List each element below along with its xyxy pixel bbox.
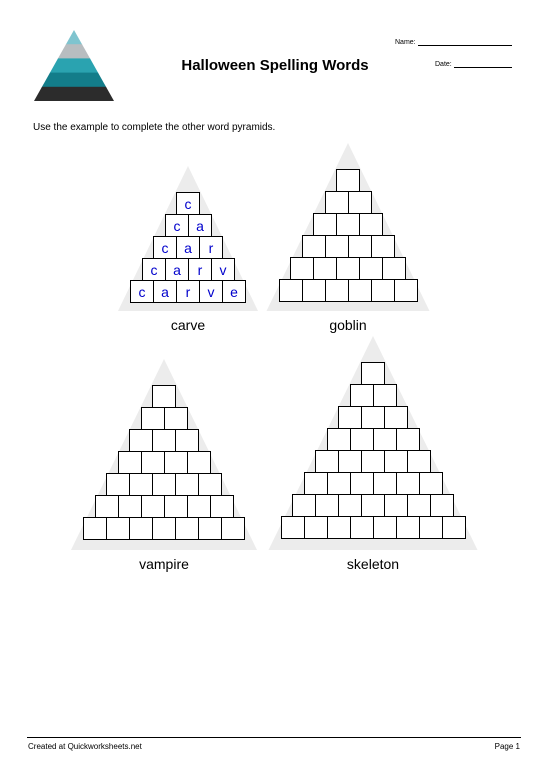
letter-box[interactable]	[279, 279, 303, 302]
letter-box[interactable]	[129, 429, 153, 452]
letter-box[interactable]	[118, 495, 142, 518]
letter-box[interactable]	[348, 279, 372, 302]
name-label: Name:	[395, 39, 416, 46]
letter-box[interactable]	[198, 517, 222, 540]
instructions-text: Use the example to complete the other word pyramids.	[33, 122, 276, 133]
letter-box[interactable]	[419, 472, 443, 495]
letter-box[interactable]	[327, 516, 351, 539]
letter-box[interactable]	[338, 450, 362, 473]
letter-box[interactable]: e	[222, 280, 246, 303]
pyramid-row	[290, 257, 406, 280]
letter-box[interactable]	[394, 279, 418, 302]
letter-box[interactable]	[361, 362, 385, 385]
footer-divider	[27, 737, 521, 738]
letter-box[interactable]: a	[165, 258, 189, 281]
letter-box[interactable]	[281, 516, 305, 539]
pyramid-shadow	[0, 0, 1, 1]
letter-box[interactable]	[164, 407, 188, 430]
logo-band	[34, 44, 114, 59]
page-number: Page 1	[494, 742, 520, 751]
pyramid-row	[336, 169, 360, 192]
pyramid-row	[141, 407, 188, 430]
logo-band	[34, 73, 114, 88]
pyramid-word-label: vampire	[139, 556, 189, 572]
letter-box[interactable]	[325, 235, 349, 258]
letter-box[interactable]: c	[165, 214, 189, 237]
pyramid-row	[279, 279, 418, 302]
pyramid-word-label: goblin	[329, 317, 367, 333]
letter-box[interactable]	[371, 235, 395, 258]
letter-box[interactable]	[325, 191, 349, 214]
letter-box[interactable]	[336, 213, 360, 236]
pyramid-row	[325, 191, 372, 214]
letter-box[interactable]	[106, 473, 130, 496]
pyramid-row	[83, 517, 245, 540]
pyramid-row	[118, 451, 211, 474]
letter-box[interactable]: r	[188, 258, 212, 281]
letter-box[interactable]	[371, 279, 395, 302]
letter-box[interactable]	[350, 428, 374, 451]
letter-box[interactable]	[315, 494, 339, 517]
letter-box[interactable]	[336, 169, 360, 192]
letter-box[interactable]	[175, 517, 199, 540]
pyramid-row	[315, 450, 431, 473]
letter-box[interactable]	[407, 494, 431, 517]
letter-box[interactable]	[315, 450, 339, 473]
pyramid-row	[302, 235, 395, 258]
letter-box[interactable]	[442, 516, 466, 539]
letter-box[interactable]: r	[199, 236, 223, 259]
letter-box[interactable]	[325, 279, 349, 302]
letter-box[interactable]: v	[199, 280, 223, 303]
letter-box[interactable]	[359, 213, 383, 236]
date-field[interactable]	[435, 60, 512, 68]
letter-box[interactable]	[361, 406, 385, 429]
letter-box[interactable]	[292, 494, 316, 517]
pyramid-row	[338, 406, 408, 429]
letter-box[interactable]	[348, 191, 372, 214]
name-line[interactable]	[418, 38, 512, 46]
date-line[interactable]	[454, 60, 512, 68]
pyramid-row	[106, 473, 222, 496]
logo-band	[34, 58, 114, 73]
letter-box[interactable]	[164, 451, 188, 474]
letter-box[interactable]	[83, 517, 107, 540]
letter-box[interactable]	[152, 385, 176, 408]
letter-box[interactable]: c	[130, 280, 154, 303]
letter-box[interactable]: a	[188, 214, 212, 237]
pyramid-row	[152, 385, 176, 408]
pyramid-row	[153, 236, 223, 259]
letter-box[interactable]	[361, 494, 385, 517]
letter-box[interactable]	[152, 517, 176, 540]
letter-box[interactable]	[210, 495, 234, 518]
letter-box[interactable]: v	[211, 258, 235, 281]
letter-box[interactable]	[384, 450, 408, 473]
letter-box[interactable]	[313, 257, 337, 280]
letter-box[interactable]	[338, 494, 362, 517]
pyramid-row	[281, 516, 466, 539]
letter-box[interactable]	[164, 495, 188, 518]
footer-credit: Created at Quickworksheets.net	[28, 742, 142, 751]
letter-box[interactable]	[396, 516, 420, 539]
letter-box[interactable]	[350, 384, 374, 407]
pyramid-row	[313, 213, 383, 236]
page-title: Halloween Spelling Words	[181, 57, 369, 74]
letter-box[interactable]	[198, 473, 222, 496]
letter-box[interactable]	[373, 472, 397, 495]
letter-box[interactable]: r	[176, 280, 200, 303]
letter-box[interactable]	[141, 407, 165, 430]
letter-box[interactable]	[348, 235, 372, 258]
letter-box[interactable]	[221, 517, 245, 540]
letter-box[interactable]	[141, 495, 165, 518]
pyramid-row	[142, 258, 235, 281]
letter-box[interactable]	[350, 516, 374, 539]
pyramid-word-label: skeleton	[346, 556, 400, 572]
pyramid-word-label: carve	[170, 317, 206, 333]
letter-box[interactable]: c	[176, 192, 200, 215]
letter-box[interactable]	[313, 213, 337, 236]
pyramid-row	[165, 214, 212, 237]
pyramid-row	[129, 429, 199, 452]
letter-box[interactable]	[373, 384, 397, 407]
date-label: Date:	[435, 61, 452, 68]
pyramid-row	[130, 280, 246, 303]
letter-box[interactable]	[327, 428, 351, 451]
pyramid-row	[361, 362, 385, 385]
pyramid-logo-icon	[34, 30, 114, 107]
letter-box[interactable]	[141, 451, 165, 474]
pyramid-row	[95, 495, 234, 518]
letter-box[interactable]	[373, 516, 397, 539]
letter-box[interactable]	[430, 494, 454, 517]
letter-box[interactable]	[129, 517, 153, 540]
logo-band	[34, 87, 114, 102]
letter-box[interactable]	[302, 235, 326, 258]
letter-box[interactable]	[407, 450, 431, 473]
letter-box[interactable]	[304, 516, 328, 539]
pyramid-row	[327, 428, 420, 451]
letter-box[interactable]	[419, 516, 443, 539]
letter-box[interactable]	[118, 451, 142, 474]
pyramid-row	[350, 384, 397, 407]
logo-band	[34, 30, 114, 45]
letter-box[interactable]	[95, 495, 119, 518]
letter-box[interactable]: a	[153, 280, 177, 303]
pyramid-row	[292, 494, 454, 517]
letter-box[interactable]	[384, 406, 408, 429]
letter-box[interactable]	[373, 428, 397, 451]
letter-box[interactable]	[338, 406, 362, 429]
pyramid-row	[176, 192, 200, 215]
letter-box[interactable]: c	[153, 236, 177, 259]
letter-box[interactable]	[290, 257, 314, 280]
letter-box[interactable]	[304, 472, 328, 495]
letter-box[interactable]	[336, 257, 360, 280]
letter-box[interactable]	[361, 450, 385, 473]
letter-box[interactable]	[327, 472, 351, 495]
letter-box[interactable]	[152, 429, 176, 452]
letter-box[interactable]	[175, 429, 199, 452]
pyramid-row	[304, 472, 443, 495]
letter-box[interactable]	[152, 473, 176, 496]
letter-box[interactable]	[384, 494, 408, 517]
letter-box[interactable]	[350, 472, 374, 495]
letter-box[interactable]	[106, 517, 130, 540]
letter-box[interactable]	[302, 279, 326, 302]
letter-box[interactable]	[359, 257, 383, 280]
letter-box[interactable]	[396, 428, 420, 451]
letter-box[interactable]	[187, 495, 211, 518]
letter-box[interactable]	[382, 257, 406, 280]
letter-box[interactable]	[175, 473, 199, 496]
name-field[interactable]	[395, 38, 512, 46]
letter-box[interactable]	[396, 472, 420, 495]
letter-box[interactable]	[187, 451, 211, 474]
letter-box[interactable]	[129, 473, 153, 496]
letter-box[interactable]: a	[176, 236, 200, 259]
letter-box[interactable]: c	[142, 258, 166, 281]
